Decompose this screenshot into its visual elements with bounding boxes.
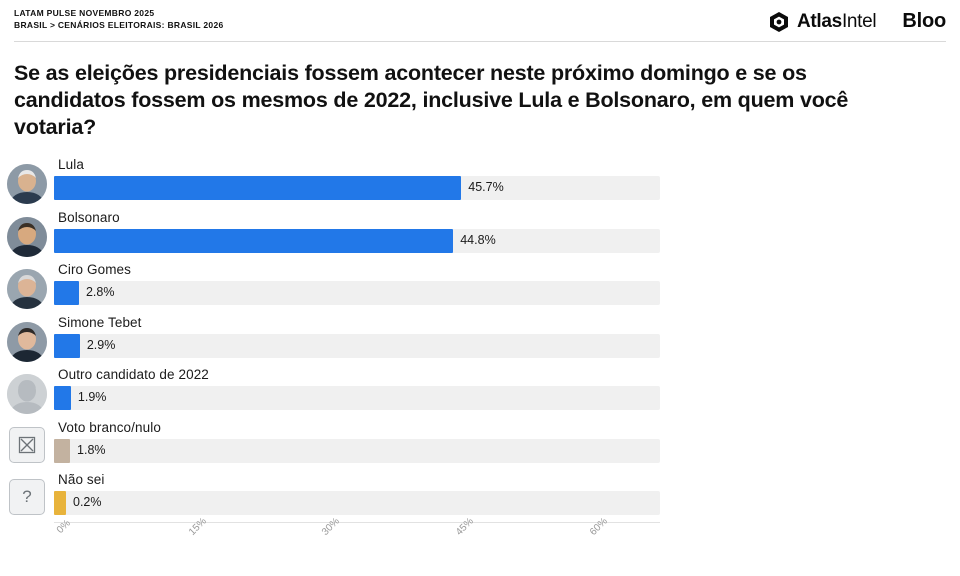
brand-wordmark-thin: Intel	[841, 10, 877, 32]
bar-value-label: 2.8%	[85, 285, 115, 299]
question-mark-icon: ?	[9, 479, 45, 515]
brand-wordmark-bold: Atlas	[796, 10, 842, 32]
avatar-generic-person	[7, 374, 47, 414]
candidate-label: Ciro Gomes	[58, 262, 132, 277]
candidate-label: Não sei	[58, 472, 105, 487]
bar-row	[0, 208, 960, 261]
bar-value-label: 1.9%	[77, 390, 107, 404]
row-avatar-cell	[0, 365, 54, 414]
bar-value-label: 45.7%	[468, 180, 504, 194]
row-avatar-cell	[0, 470, 54, 515]
header	[0, 0, 960, 42]
atlasintel-logo	[768, 11, 876, 33]
row-avatar-cell	[0, 260, 54, 309]
bar-row	[0, 155, 960, 208]
bar-track	[54, 281, 660, 305]
bar-fill	[54, 281, 79, 305]
row-body	[54, 470, 960, 515]
header-right	[768, 6, 946, 33]
bar-row	[0, 470, 960, 523]
bar-fill	[54, 334, 80, 358]
candidate-label: Bolsonaro	[58, 209, 120, 225]
bar-row	[0, 313, 960, 366]
bar-fill	[54, 386, 71, 410]
axis-tick-label: 15%	[186, 515, 209, 538]
bar-row	[0, 365, 960, 418]
atlas-hexagon-icon	[768, 11, 790, 33]
bar-fill	[54, 439, 70, 463]
row-body	[54, 313, 960, 358]
axis-tick-label: 45%	[453, 515, 476, 538]
header-divider	[14, 41, 946, 42]
bar-track	[54, 229, 660, 253]
axis-tick-label: 60%	[587, 515, 610, 538]
bar-rows	[0, 155, 960, 523]
bar-fill	[54, 491, 66, 515]
bar-value-label: 0.2%	[73, 495, 102, 509]
partner-wordmark: Bloo	[902, 10, 946, 32]
brand-wordmark	[797, 11, 876, 33]
row-avatar-cell	[0, 418, 54, 463]
row-body	[54, 418, 960, 463]
row-avatar-cell	[0, 313, 54, 362]
bar-chart	[0, 155, 960, 549]
avatar-simone-tebet	[7, 322, 47, 362]
x-axis	[54, 515, 660, 549]
axis-tick-label: 0%	[54, 517, 73, 536]
row-avatar-cell	[0, 155, 54, 204]
blank-ballot-icon	[9, 427, 45, 463]
candidate-label: Voto branco/nulo	[58, 419, 161, 435]
row-body	[54, 260, 960, 305]
row-body	[54, 365, 960, 410]
bar-track	[54, 491, 660, 515]
avatar-bolsonaro	[7, 217, 47, 257]
candidate-label: Simone Tebet	[58, 314, 142, 330]
bar-value-label: 2.9%	[86, 337, 116, 352]
bar-track	[54, 439, 660, 463]
breadcrumb: BRASIL > CENÁRIOS ELEITORAIS: BRASIL 2026	[14, 20, 224, 30]
bar-track	[54, 176, 660, 200]
bar-row	[0, 418, 960, 471]
header-left	[14, 6, 224, 31]
row-body	[54, 208, 960, 253]
bar-track	[54, 386, 660, 410]
bar-fill	[54, 229, 453, 253]
avatar-lula	[7, 164, 47, 204]
bar-row	[0, 260, 960, 313]
candidate-label: Lula	[58, 157, 84, 172]
axis-line	[54, 522, 660, 523]
avatar-ciro-gomes	[7, 269, 47, 309]
axis-tick-label: 30%	[320, 515, 343, 538]
bar-value-label: 1.8%	[77, 442, 106, 457]
candidate-label: Outro candidato de 2022	[58, 367, 209, 382]
row-body	[54, 155, 960, 200]
bar-fill	[54, 176, 461, 200]
bar-track	[54, 334, 660, 358]
page-title: Se as eleições presidenciais fossem acontecer neste próximo domingo e se os candidatos fossem os mesmos de 2022, inclusive Lula e Bolsonaro, em quem você votaria?	[14, 61, 849, 139]
row-avatar-cell	[0, 208, 54, 257]
bar-value-label: 44.8%	[460, 232, 496, 247]
report-kicker: LATAM PULSE NOVEMBRO 2025	[14, 8, 155, 18]
